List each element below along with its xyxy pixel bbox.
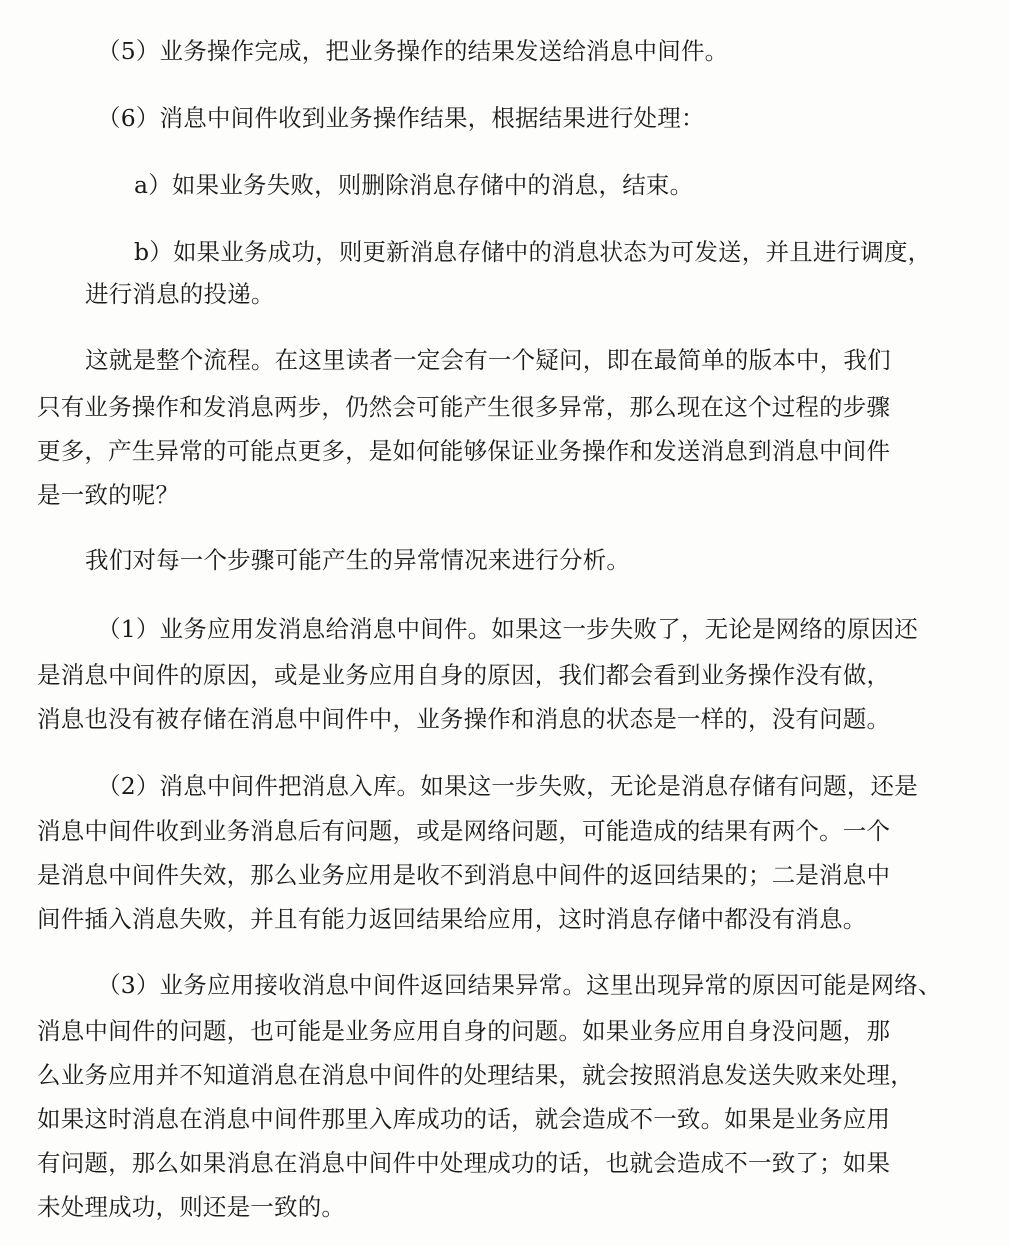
- text-line-para1-3: 更多，产生异常的可能点更多，是如何能够保证业务操作和发送消息到消息中间件: [37, 437, 891, 465]
- text-line-ex1-3: 消息也没有被存储在消息中间件中，业务操作和消息的状态是一样的，没有问题。: [37, 705, 891, 733]
- text-line-ex2-2: 消息中间件收到业务消息后有问题，或是网络问题，可能造成的结果有两个。一个: [37, 817, 891, 845]
- text-line-ex2-4: 间件插入消息失败，并且有能力返回结果给应用，这时消息存储中都没有消息。: [37, 905, 867, 933]
- text-line-para1-2: 只有业务操作和发消息两步，仍然会可能产生很多异常，那么现在这个过程的步骤: [37, 393, 891, 421]
- text-line-ex3-1: （3）业务应用接收消息中间件返回结果异常。这里出现异常的原因可能是网络、: [97, 971, 942, 999]
- text-line-ex3-3: 么业务应用并不知道消息在消息中间件的处理结果，就会按照消息发送失败来处理，: [37, 1061, 914, 1089]
- text-line-step6b-cont: 进行消息的投递。: [85, 280, 275, 308]
- text-line-para1-1: 这就是整个流程。在这里读者一定会有一个疑问，即在最简单的版本中，我们: [85, 346, 891, 374]
- text-line-ex3-2: 消息中间件的问题，也可能是业务应用自身的问题。如果业务应用自身没问题，那: [37, 1017, 891, 1045]
- text-line-para2: 我们对每一个步骤可能产生的异常情况来进行分析。: [85, 546, 631, 574]
- text-line-step6b: b）如果业务成功，则更新消息存储中的消息状态为可发送，并且进行调度，: [134, 238, 932, 266]
- text-line-ex3-4: 如果这时消息在消息中间件那里入库成功的话，就会造成不一致。如果是业务应用: [37, 1105, 891, 1133]
- text-line-step6: （6）消息中间件收到业务操作结果，根据结果进行处理：: [97, 104, 705, 132]
- text-line-ex3-6: 未处理成功，则还是一致的。: [37, 1193, 346, 1221]
- text-line-ex1-2: 是消息中间件的原因，或是业务应用自身的原因，我们都会看到业务操作没有做，: [37, 661, 891, 689]
- text-line-ex3-5: 有问题，那么如果消息在消息中间件中处理成功的话，也就会造成不一致了；如果: [37, 1149, 891, 1177]
- text-line-ex1-1: （1）业务应用发消息给消息中间件。如果这一步失败了，无论是网络的原因还: [97, 615, 918, 643]
- text-line-para1-4: 是一致的呢？: [37, 481, 180, 509]
- text-line-ex2-1: （2）消息中间件把消息入库。如果这一步失败，无论是消息存储有问题，还是: [97, 772, 918, 800]
- text-line-step5: （5）业务操作完成，把业务操作的结果发送给消息中间件。: [97, 37, 729, 65]
- text-line-step6a: a）如果业务失败，则删除消息存储中的消息，结束。: [134, 171, 694, 199]
- text-line-ex2-3: 是消息中间件失效，那么业务应用是收不到消息中间件的返回结果的；二是消息中: [37, 861, 891, 889]
